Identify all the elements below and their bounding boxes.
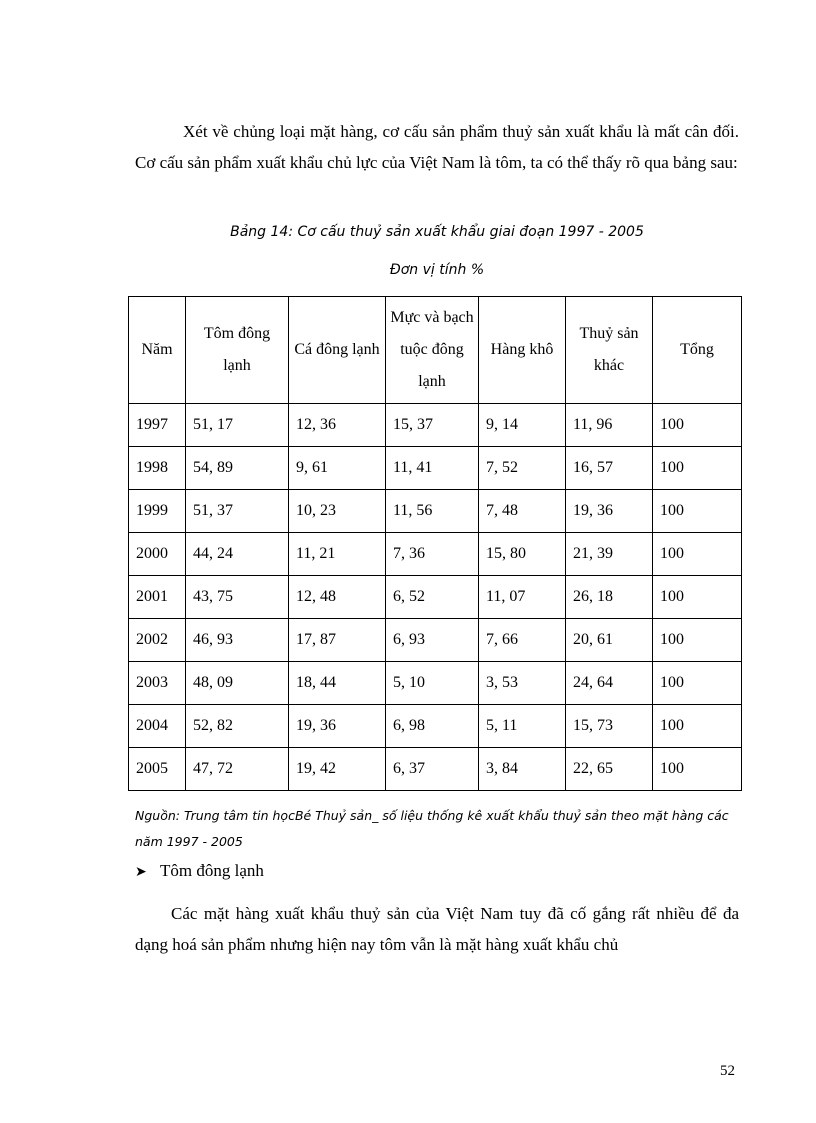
table-cell: 3, 84 <box>479 748 566 791</box>
arrow-bullet-icon: ➤ <box>135 864 147 880</box>
table-cell: 2003 <box>129 662 186 705</box>
table-row <box>129 533 742 576</box>
table-cell: 1998 <box>129 447 186 490</box>
table-cell: 19, 42 <box>289 748 386 791</box>
table-cell: 11, 41 <box>386 447 479 490</box>
table-cell: 9, 14 <box>479 404 566 447</box>
table-cell: 20, 61 <box>566 619 653 662</box>
table-cell: 2000 <box>129 533 186 576</box>
table-cell: 100 <box>653 533 742 576</box>
table-cell: 9, 61 <box>289 447 386 490</box>
table-cell: 22, 65 <box>566 748 653 791</box>
table-cell: 11, 96 <box>566 404 653 447</box>
table-cell: 100 <box>653 576 742 619</box>
table-header-row <box>129 297 742 404</box>
table-cell: 18, 44 <box>289 662 386 705</box>
header-total: Tổng <box>653 297 742 404</box>
table-cell: 6, 37 <box>386 748 479 791</box>
table-row <box>129 447 742 490</box>
table-cell: 6, 98 <box>386 705 479 748</box>
table-cell: 21, 39 <box>566 533 653 576</box>
table-cell: 100 <box>653 490 742 533</box>
table-cell: 7, 66 <box>479 619 566 662</box>
table-cell: 24, 64 <box>566 662 653 705</box>
table-cell: 43, 75 <box>186 576 289 619</box>
table-cell: 11, 56 <box>386 490 479 533</box>
table-cell: 2002 <box>129 619 186 662</box>
table-cell: 15, 37 <box>386 404 479 447</box>
table-cell: 5, 11 <box>479 705 566 748</box>
table-cell: 6, 93 <box>386 619 479 662</box>
table-cell: 26, 18 <box>566 576 653 619</box>
table-cell: 17, 87 <box>289 619 386 662</box>
table-cell: 3, 53 <box>479 662 566 705</box>
table-cell: 15, 80 <box>479 533 566 576</box>
table-cell: 48, 09 <box>186 662 289 705</box>
header-frozen-fish: Cá đông lạnh <box>289 297 386 404</box>
section-heading <box>135 861 264 881</box>
table-cell: 100 <box>653 662 742 705</box>
header-dried-goods: Hàng khô <box>479 297 566 404</box>
table-cell: 47, 72 <box>186 748 289 791</box>
table-cell: 12, 48 <box>289 576 386 619</box>
header-other-seafood: Thuỷ sản khác <box>566 297 653 404</box>
table-cell: 15, 73 <box>566 705 653 748</box>
export-structure-table <box>128 296 742 791</box>
table-cell: 44, 24 <box>186 533 289 576</box>
table-cell: 7, 36 <box>386 533 479 576</box>
table-cell: 16, 57 <box>566 447 653 490</box>
table-cell: 1997 <box>129 404 186 447</box>
header-year: Năm <box>129 297 186 404</box>
table-cell: 100 <box>653 447 742 490</box>
page-number: 52 <box>720 1063 735 1079</box>
intro-paragraph: Xét về chủng loại mặt hàng, cơ cấu sản phẩm thuỷ sản xuất khẩu là mất cân đối. Cơ cấu sản phẩm xuất khẩu chủ lực của Việt Nam là tôm, ta có thể thấy rõ qua bảng sau: <box>135 122 739 172</box>
table-cell: 6, 52 <box>386 576 479 619</box>
table-cell: 11, 21 <box>289 533 386 576</box>
unit-label: Đơn vị tính % <box>389 262 485 278</box>
table-cell: 2001 <box>129 576 186 619</box>
header-frozen-shrimp: Tôm đông lạnh <box>186 297 289 404</box>
table-row <box>129 662 742 705</box>
table-cell: 2005 <box>129 748 186 791</box>
table-cell: 100 <box>653 619 742 662</box>
table-cell: 54, 89 <box>186 447 289 490</box>
table-cell: 1999 <box>129 490 186 533</box>
table-cell: 100 <box>653 404 742 447</box>
table-cell: 12, 36 <box>289 404 386 447</box>
table-cell: 46, 93 <box>186 619 289 662</box>
table-body <box>129 404 742 791</box>
table-cell: 10, 23 <box>289 490 386 533</box>
table-cell: 100 <box>653 748 742 791</box>
source-note: Nguồn: Trung tâm tin họcBé Thuỷ sản_ số liệu thống kê xuất khẩu thuỷ sản theo mặt hàng các năm 1997 - 2005 <box>135 808 729 849</box>
table-cell: 51, 17 <box>186 404 289 447</box>
table-cell: 5, 10 <box>386 662 479 705</box>
table-row <box>129 705 742 748</box>
table-cell: 51, 37 <box>186 490 289 533</box>
table-cell: 19, 36 <box>289 705 386 748</box>
table-cell: 2004 <box>129 705 186 748</box>
table-row <box>129 619 742 662</box>
body-paragraph: Các mặt hàng xuất khẩu thuỷ sản của Việt Nam tuy đã cố gắng rất nhiều để đa dạng hoá sản phẩm nhưng hiện nay tôm vẫn là mặt hàng xuất khẩu chủ <box>135 904 739 954</box>
table-row <box>129 748 742 791</box>
table-cell: 7, 52 <box>479 447 566 490</box>
table-row <box>129 490 742 533</box>
table-cell: 7, 48 <box>479 490 566 533</box>
table-cell: 11, 07 <box>479 576 566 619</box>
table-caption: Bảng 14: Cơ cấu thuỷ sản xuất khẩu giai đoạn 1997 - 2005 <box>230 224 644 240</box>
header-squid-octopus: Mực và bạch tuộc đông lạnh <box>386 297 479 404</box>
table-row <box>129 404 742 447</box>
table-cell: 100 <box>653 705 742 748</box>
table-row <box>129 576 742 619</box>
table-cell: 52, 82 <box>186 705 289 748</box>
section-heading-text: Tôm đông lạnh <box>160 861 264 880</box>
table-cell: 19, 36 <box>566 490 653 533</box>
